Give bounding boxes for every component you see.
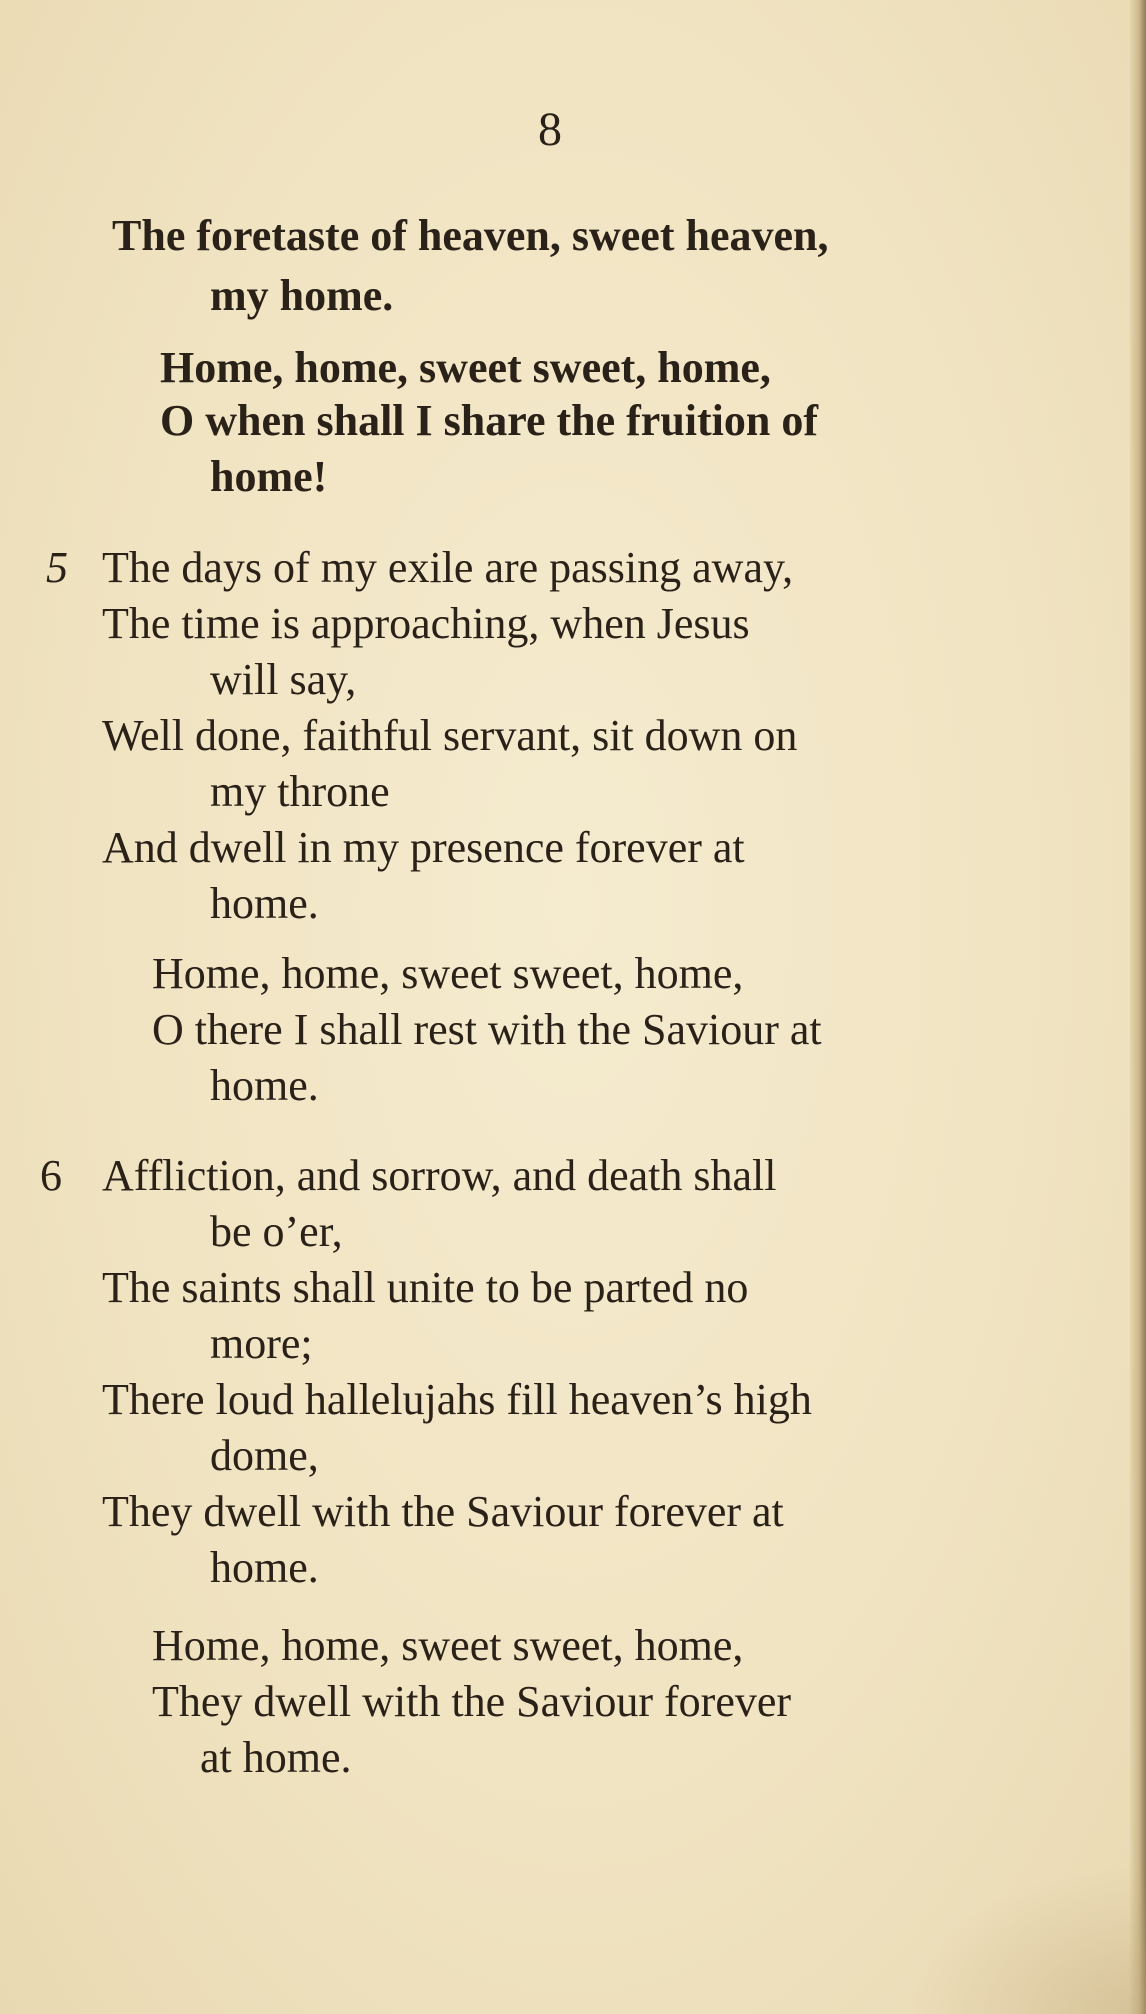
refrain-line: home. [210, 1061, 319, 1110]
refrain-line: Home, home, sweet sweet, home, [152, 949, 744, 998]
verse-line: Well done, faithful servant, sit down on [102, 711, 798, 760]
refrain-line: Home, home, sweet sweet, home, [152, 1621, 744, 1670]
refrain-line: O when shall I share the fruition of [160, 396, 819, 445]
verse-line: my throne [210, 767, 390, 816]
verse-line: Affliction, and sorrow, and death shall [102, 1151, 777, 1200]
verse-line: There loud hallelujahs fill heaven’s high [102, 1375, 812, 1424]
verse-line: will say, [210, 655, 357, 704]
refrain-line: O there I shall rest with the Saviour at [152, 1005, 822, 1054]
verse-number: 6 [40, 1151, 62, 1200]
verse-line: And dwell in my presence forever at [102, 823, 745, 872]
refrain-line: home! [210, 452, 328, 501]
verse-line: The saints shall unite to be parted no [102, 1263, 749, 1312]
verse-line: dome, [210, 1431, 319, 1480]
refrain-line: at home. [200, 1733, 352, 1782]
verse-line: They dwell with the Saviour forever at [102, 1487, 784, 1536]
verse-line: home. [210, 1543, 319, 1592]
verse-number: 5 [46, 543, 68, 592]
verse-line: be o’er, [210, 1207, 343, 1256]
verse-line: The foretaste of heaven, sweet heaven, [112, 211, 829, 260]
verse-line: home. [210, 879, 319, 928]
page-number: 8 [538, 103, 562, 156]
verse-line: The time is approaching, when Jesus [102, 599, 750, 648]
verse-line: more; [210, 1319, 313, 1368]
refrain-line: Home, home, sweet sweet, home, [160, 343, 771, 392]
page-binding-edge [1130, 0, 1146, 2014]
verse-line: my home. [210, 271, 394, 320]
refrain-line: They dwell with the Saviour forever [152, 1677, 792, 1726]
verse-line: The days of my exile are passing away, [102, 543, 794, 592]
paper-stain [906, 1864, 1146, 2014]
